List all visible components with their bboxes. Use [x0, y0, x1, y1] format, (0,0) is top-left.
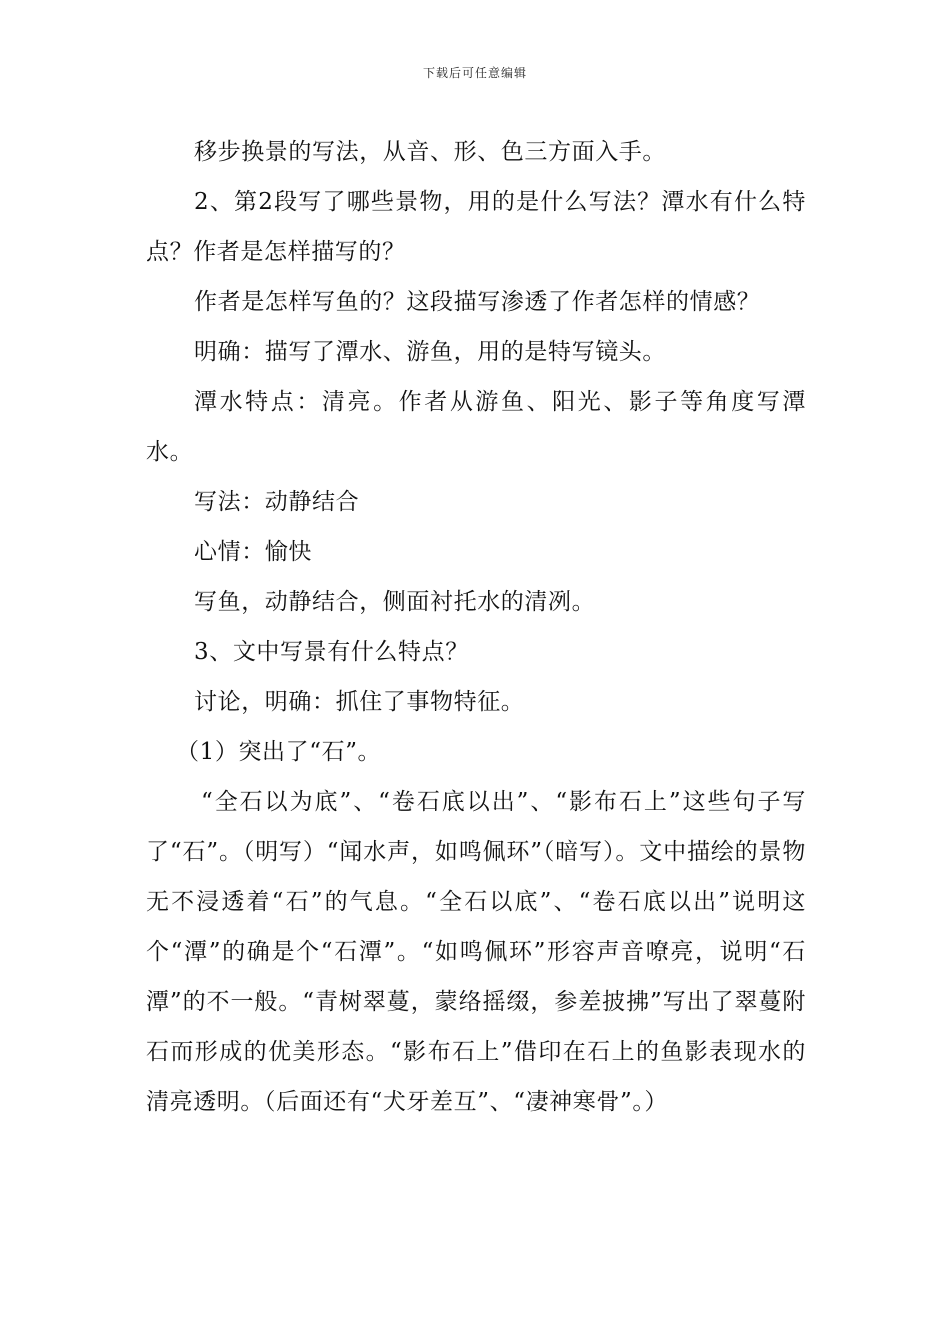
paragraph-method: 移步换景的写法，从音、形、色三方面入手。 — [194, 139, 666, 165]
paragraph-discussion: 讨论，明确：抓住了事物特征。 — [194, 689, 525, 715]
paragraph-fish-question: 作者是怎样写鱼的？这段描写渗透了作者怎样的情感？ — [194, 289, 761, 315]
paragraph-water-features: 潭水特点：清亮。作者从游鱼、阳光、影子等角度写潭水。 — [146, 389, 806, 465]
document-body — [146, 127, 806, 1127]
paragraph-stone-analysis: “全石以为底”、“卷石底以出”、“影布石上”这些句子写了“石”。（明写）“闻水声，如鸣佩环”（暗写）。文中描绘的景物无不浸透着“石”的气息。“全石以底”、“卷石底以出”说明这个“潭”的确是个“石潭”。“如鸣佩环”形容声音嘹亮，说明“石潭”的不一般。“青树翠蔓，蒙络摇缀，参差披拂”写出了翠蔓附石而形成的优美形态。“影布石上”借印在石上的鱼影表现水的清亮透明。（后面还有“犬牙差互”、“凄神寒骨”。） — [146, 789, 806, 1115]
paragraph-mood: 心情：愉快 — [194, 539, 312, 565]
paragraph-writing-method: 写法：动静结合 — [194, 489, 360, 515]
paragraph-point-1: （1）突出了“石”。 — [176, 739, 382, 765]
paragraph-question-3: 3、文中写景有什么特点？ — [194, 639, 469, 665]
paragraph-answer: 明确：描写了潭水、游鱼，用的是特写镜头。 — [194, 339, 666, 365]
paragraph-question-2: 2、第2段写了哪些景物，用的是什么写法？潭水有什么特点？作者是怎样描写的？ — [146, 189, 806, 265]
page-header: 下载后可任意编辑 — [422, 66, 527, 80]
paragraph-fish: 写鱼，动静结合，侧面衬托水的清冽。 — [194, 589, 596, 615]
